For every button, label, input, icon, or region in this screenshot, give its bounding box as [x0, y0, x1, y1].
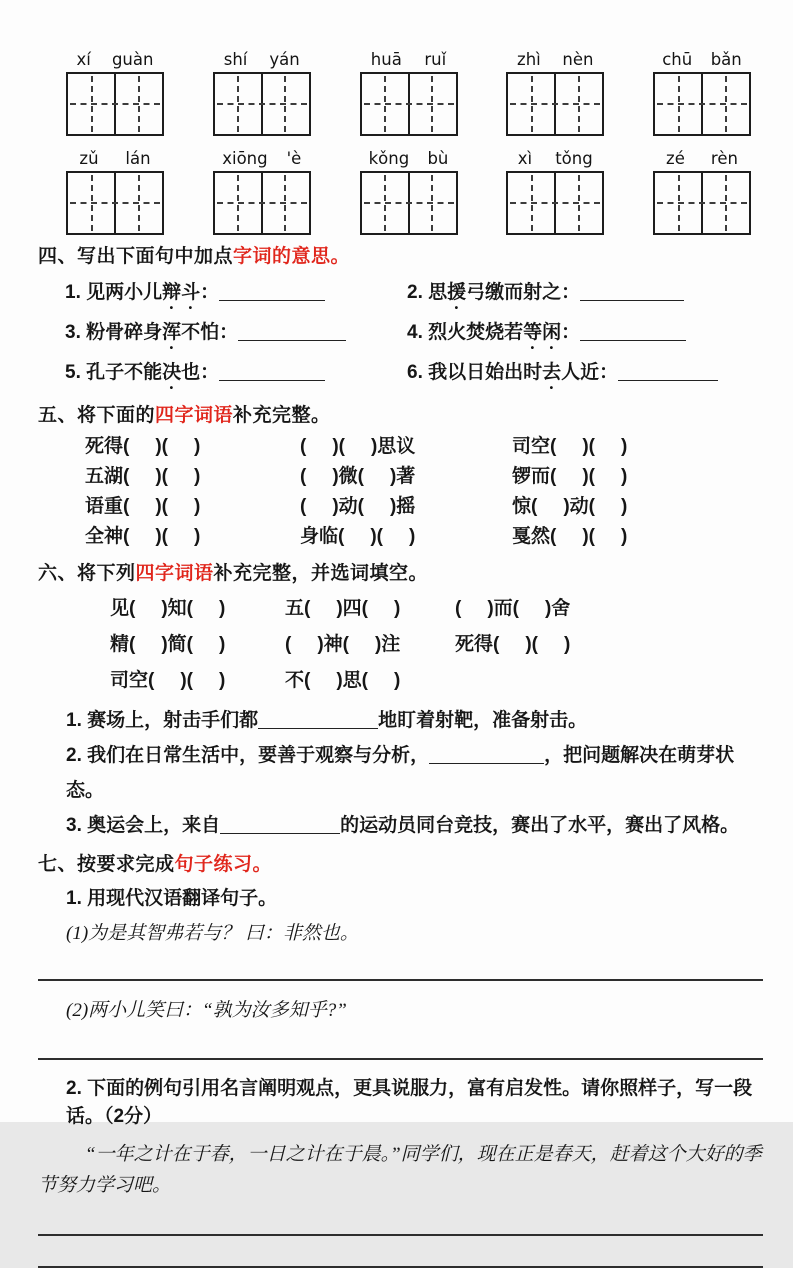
character-writing-box — [66, 171, 164, 235]
pinyin-writing-group — [360, 44, 458, 136]
box-guide-line — [217, 103, 307, 105]
pinyin-syllable: huā — [370, 50, 402, 69]
meaning-question — [407, 314, 763, 354]
fill-in-sentence — [66, 703, 763, 738]
text-run: ： — [561, 322, 581, 343]
text-run: 六、将下列 — [38, 563, 136, 584]
pinyin-label — [653, 44, 751, 72]
section-six — [38, 561, 763, 843]
character-writing-box — [360, 171, 458, 235]
answer-blank — [238, 326, 346, 341]
box-guide-line — [217, 202, 307, 204]
pinyin-syllable: 'è — [286, 149, 302, 168]
idiom-blank-item: ( )微( )著 — [300, 466, 416, 487]
dotted-word: 决 — [162, 362, 182, 383]
idiom-blank-item: 身临( )( ) — [300, 526, 416, 547]
section-four — [38, 244, 763, 394]
idiom-blank-item: 全神( )( ) — [85, 526, 201, 547]
idiom-blank-item: 五湖( )( ) — [85, 466, 201, 487]
text-run: 七、按要求完成 — [38, 854, 175, 875]
pinyin-label — [213, 143, 311, 171]
character-writing-box — [66, 72, 164, 136]
pinyin-syllable: rèn — [710, 149, 738, 168]
idiom-blank-item: 死得( )( ) — [455, 634, 571, 655]
answer-blank — [220, 819, 340, 834]
section-five-grid — [38, 432, 763, 552]
pinyin-syllable: bǎn — [710, 50, 742, 69]
meaning-question — [65, 354, 407, 394]
pinyin-syllable: nèn — [562, 50, 594, 69]
text-run: 3. 奥运会上，来自 — [66, 815, 221, 836]
pinyin-label — [66, 44, 164, 72]
text-run: 四、写出下面句中加点 — [38, 246, 234, 267]
text-run: 5. 孔子不能 — [65, 362, 163, 383]
character-writing-box — [213, 72, 311, 136]
pinyin-writing-group — [506, 44, 604, 136]
idiom-blank-item: 见( )知( ) — [110, 598, 226, 619]
text-run: 1. 见两小儿 — [65, 282, 163, 303]
pinyin-label — [360, 44, 458, 72]
pinyin-writing-group — [360, 143, 458, 235]
pinyin-syllable: yán — [269, 50, 300, 69]
pinyin-label — [506, 44, 604, 72]
pinyin-writing-group — [653, 44, 751, 136]
pinyin-label — [506, 143, 604, 171]
meaning-question — [65, 274, 407, 314]
highlight-text: 字词的意思。 — [233, 246, 351, 267]
pinyin-syllable: xì — [517, 149, 533, 168]
text-run: 人近： — [561, 362, 619, 383]
idiom-blank-item: 不( )思( ) — [285, 670, 401, 691]
pinyin-writing-group — [506, 143, 604, 235]
classical-sentence-2: (2)两小儿笑曰：“孰为汝多知乎?” — [66, 1000, 347, 1021]
pinyin-label — [360, 143, 458, 171]
character-writing-box — [653, 171, 751, 235]
section-five — [38, 403, 763, 552]
idiom-blank-item: ( )动( )摇 — [300, 496, 416, 517]
example-paragraph-instruction: 2. 下面的例句引用名言阐明观点，更具说服力，富有启发性。请你照样子，写一段话。（2分） — [66, 1078, 753, 1127]
box-guide-line — [657, 103, 747, 105]
dotted-word: 等闲 — [523, 322, 562, 343]
text-run: 弓缴而射之： — [466, 282, 581, 303]
character-writing-box — [213, 171, 311, 235]
text-run: 补充完整，并选词填空。 — [213, 563, 429, 584]
pinyin-label — [653, 143, 751, 171]
pinyin-writing-group — [213, 143, 311, 235]
pinyin-syllable: bù — [427, 149, 449, 168]
text-run: ： — [200, 282, 220, 303]
section-six-title — [38, 561, 763, 587]
text-run: 4. 烈火焚烧若 — [407, 322, 524, 343]
section-seven-title — [38, 852, 763, 878]
text-run: 也： — [181, 362, 220, 383]
pinyin-label — [66, 143, 164, 171]
text-run: 2. 思 — [407, 282, 448, 303]
pinyin-row — [38, 44, 763, 136]
highlight-text: 四字词语 — [155, 405, 234, 426]
text-run: 3. 粉骨碎身 — [65, 322, 163, 343]
pinyin-writing-group — [653, 143, 751, 235]
pinyin-syllable: shí — [223, 50, 248, 69]
idiom-blank-item: 戛然( )( ) — [512, 526, 628, 547]
example-quote-paragraph: “一年之计在于春，一日之计在于晨。”同学们，现在正是春天，赶着这个大好的季节努力学习吧。 — [38, 1144, 762, 1196]
dotted-word: 援 — [447, 282, 467, 303]
text-run: ，把问题解决在萌芽状态。 — [66, 745, 735, 801]
answer-line — [38, 1058, 763, 1060]
text-run: 6. 我以日始出时 — [407, 362, 543, 383]
pinyin-syllable: lán — [125, 149, 151, 168]
idiom-blank-item: ( )神( )注 — [285, 634, 401, 655]
box-guide-line — [510, 103, 600, 105]
translate-instruction: 1. 用现代汉语翻译句子。 — [66, 888, 278, 909]
section-four-items — [38, 274, 763, 394]
answer-blank — [580, 326, 686, 341]
answer-blank — [258, 714, 378, 729]
text-run: 不怕： — [181, 322, 239, 343]
character-writing-box — [360, 72, 458, 136]
fill-in-sentence — [66, 808, 763, 843]
character-writing-box — [653, 72, 751, 136]
character-writing-box — [506, 72, 604, 136]
pinyin-syllable: ruǐ — [424, 50, 447, 69]
meaning-question — [407, 274, 763, 314]
idiom-blank-item: ( )( )思议 — [300, 436, 416, 457]
answer-blank — [219, 366, 325, 381]
text-run: 1. 赛场上，射击手们都 — [66, 710, 259, 731]
section-four-title — [38, 244, 763, 270]
pinyin-syllable: tǒng — [555, 149, 593, 168]
section-five-title — [38, 403, 763, 429]
idiom-blank-item: 死得( )( ) — [85, 436, 201, 457]
idiom-blank-item: ( )而( )舍 — [455, 598, 571, 619]
section-six-grid — [38, 591, 763, 699]
pinyin-syllable: guàn — [111, 50, 154, 69]
pinyin-syllable: zhì — [517, 50, 541, 69]
answer-blank — [580, 286, 684, 301]
box-guide-line — [657, 202, 747, 204]
pinyin-row — [38, 143, 763, 235]
box-guide-line — [70, 103, 160, 105]
highlight-text: 四字词语 — [135, 563, 214, 584]
idiom-blank-item: 精( )简( ) — [110, 634, 226, 655]
pinyin-label — [213, 44, 311, 72]
idiom-blank-item: 锣而( )( ) — [512, 466, 628, 487]
pinyin-syllable: zé — [666, 149, 685, 168]
pinyin-writing-group — [213, 44, 311, 136]
highlight-text: 。 — [252, 854, 273, 875]
pinyin-writing-group — [66, 44, 164, 136]
text-run: 的运动员同台竞技，赛出了水平，赛出了风格。 — [340, 815, 740, 836]
meaning-question — [407, 354, 763, 394]
section-six-sentences — [38, 703, 763, 843]
text-run: 2. 我们在日常生活中，要善于观察与分析， — [66, 745, 430, 766]
box-guide-line — [364, 202, 454, 204]
pinyin-syllable: xiōng — [222, 149, 268, 168]
box-guide-line — [70, 202, 160, 204]
idiom-blank-item: 五( )四( ) — [285, 598, 401, 619]
box-guide-line — [510, 202, 600, 204]
idiom-blank-item: 语重( )( ) — [85, 496, 201, 517]
answer-blank — [219, 286, 325, 301]
idiom-blank-item: 司空( )( ) — [110, 670, 226, 691]
fill-in-sentence — [66, 738, 763, 808]
idiom-blank-item: 惊( )动( ) — [512, 496, 628, 517]
dotted-word: 辩斗 — [162, 282, 201, 303]
dotted-word: 去 — [542, 362, 562, 383]
pinyin-syllable: chū — [662, 50, 693, 69]
text-run: 地盯着射靶，准备射击。 — [378, 710, 588, 731]
meaning-question — [65, 314, 407, 354]
pinyin-writing-group — [66, 143, 164, 235]
answer-blank — [618, 366, 718, 381]
idiom-blank-item: 司空( )( ) — [512, 436, 628, 457]
pinyin-section — [38, 44, 763, 235]
dotted-word: 浑 — [162, 322, 182, 343]
answer-line — [38, 979, 763, 981]
pinyin-syllable: xí — [76, 50, 91, 69]
answer-blank — [429, 749, 544, 764]
text-run: 五、将下面的 — [38, 405, 156, 426]
highlight-text: 句子练习 — [174, 854, 253, 875]
pinyin-syllable: zǔ — [79, 149, 99, 168]
box-guide-line — [364, 103, 454, 105]
text-run: 补充完整。 — [233, 405, 331, 426]
character-writing-box — [506, 171, 604, 235]
section-seven — [38, 852, 763, 1268]
classical-sentence-1: (1)为是其智弗若与？ 曰：非然也。 — [66, 923, 359, 944]
pinyin-syllable: kǒng — [368, 149, 410, 168]
answer-line — [38, 1234, 763, 1236]
